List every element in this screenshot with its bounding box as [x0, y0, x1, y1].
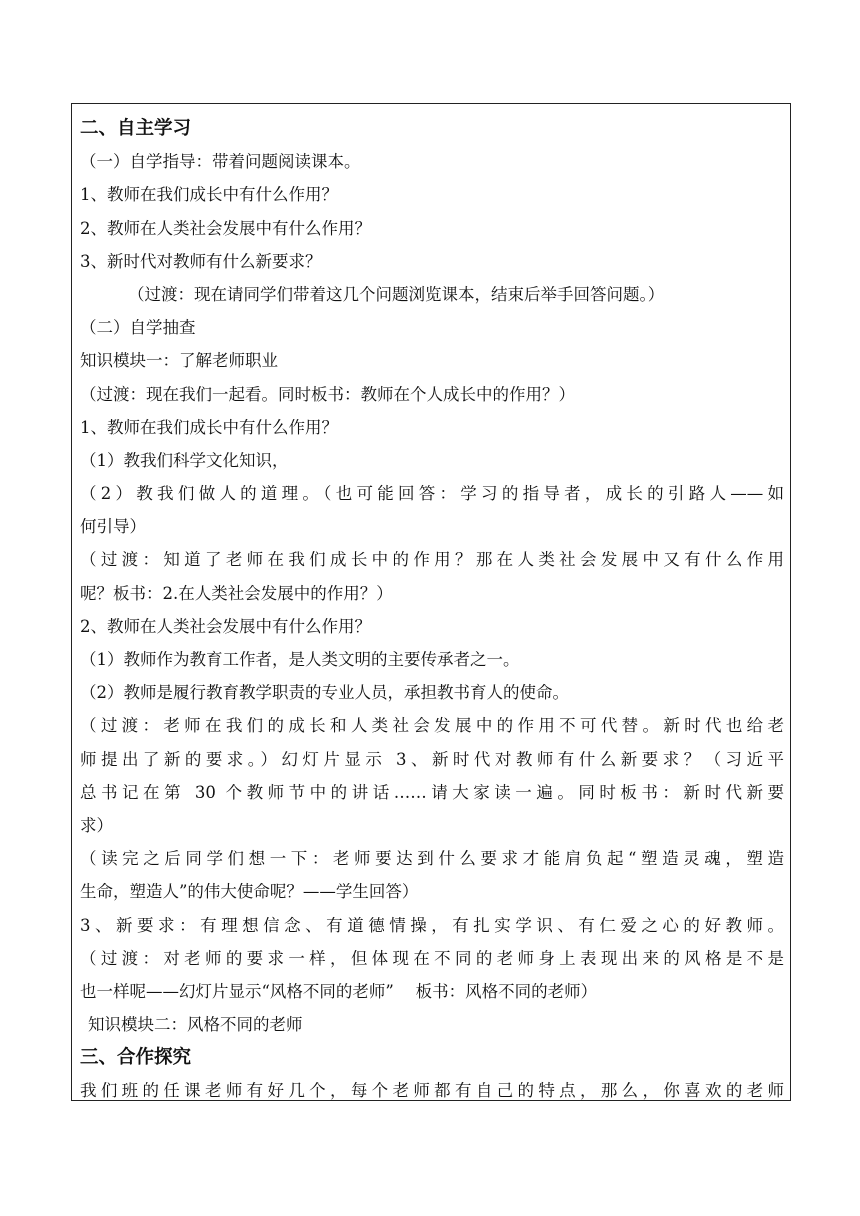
text-line: （2）教师是履行教育教学职责的专业人员，承担教书育人的使命。	[80, 683, 569, 703]
text-line: （过渡：知道了老师在我们成长中的作用？那在人类社会发展中又有什么作用	[80, 550, 784, 570]
text-line: （过渡：现在我们一起看。同时板书：教师在个人成长中的作用？）	[80, 384, 575, 404]
text-line: 也一样呢——幻灯片显示“风格不同的老师” 板书：风格不同的老师）	[80, 981, 598, 1001]
text-line: 我们班的任课老师有好几个，每个老师都有自己的特点，那么，你喜欢的老师	[80, 1081, 784, 1101]
text-line: 知识模块一：了解老师职业	[80, 351, 278, 371]
text-line: 何引导）	[80, 517, 146, 537]
text-line: （二）自学抽查	[80, 318, 196, 338]
section-heading: 三、合作探究	[80, 1047, 192, 1069]
text-line: 求）	[80, 815, 113, 835]
text-line: 3、新时代对教师有什么新要求？	[80, 251, 322, 271]
text-line: 3、新要求：有理想信念、有道德情操，有扎实学识、有仁爱之心的好教师。	[80, 915, 784, 935]
text-line: 1、教师在我们成长中有什么作用？	[80, 185, 338, 205]
text-line: （过渡：老师在我们的成长和人类社会发展中的作用不可代替。新时代也给老	[80, 716, 784, 736]
text-line: 呢？板书：2.在人类社会发展中的作用？）	[80, 583, 393, 603]
text-line: （读完之后同学们想一下：老师要达到什么要求才能肩负起“塑造灵魂，塑造	[80, 849, 784, 869]
text-line: 1、教师在我们成长中有什么作用？	[80, 417, 338, 437]
document-table-cell	[71, 103, 791, 1101]
text-line: （一）自学指导：带着问题阅读课本。	[80, 152, 361, 172]
section-heading: 二、自主学习	[80, 118, 192, 139]
text-line: （过渡：现在请同学们带着这几个问题浏览课本，结束后举手回答问题。）	[128, 284, 665, 304]
text-line: 师提出了新的要求。）幻灯片显示 3、新时代对教师有什么新要求？（习近平	[80, 749, 784, 769]
text-line: （1）教我们科学文化知识，	[80, 450, 289, 470]
text-line: （2）教我们做人的道理。（也可能回答：学习的指导者，成长的引路人——如	[80, 484, 784, 504]
text-line: 知识模块二：风格不同的老师	[88, 1015, 303, 1035]
text-line: （过渡：对老师的要求一样，但体现在不同的老师身上表现出来的风格是不是	[80, 948, 784, 968]
text-line: 2、教师在人类社会发展中有什么作用？	[80, 616, 371, 636]
text-line: 生命，塑造人”的伟大使命呢？——学生回答）	[80, 882, 419, 902]
document-body	[80, 112, 784, 1101]
text-line: 2、教师在人类社会发展中有什么作用？	[80, 218, 371, 238]
text-line: （1）教师作为教育工作者，是人类文明的主要传承者之一。	[80, 650, 520, 669]
text-line: 总书记在第 30 个教师节中的讲话……请大家读一遍。同时板书：新时代新要	[80, 782, 784, 802]
